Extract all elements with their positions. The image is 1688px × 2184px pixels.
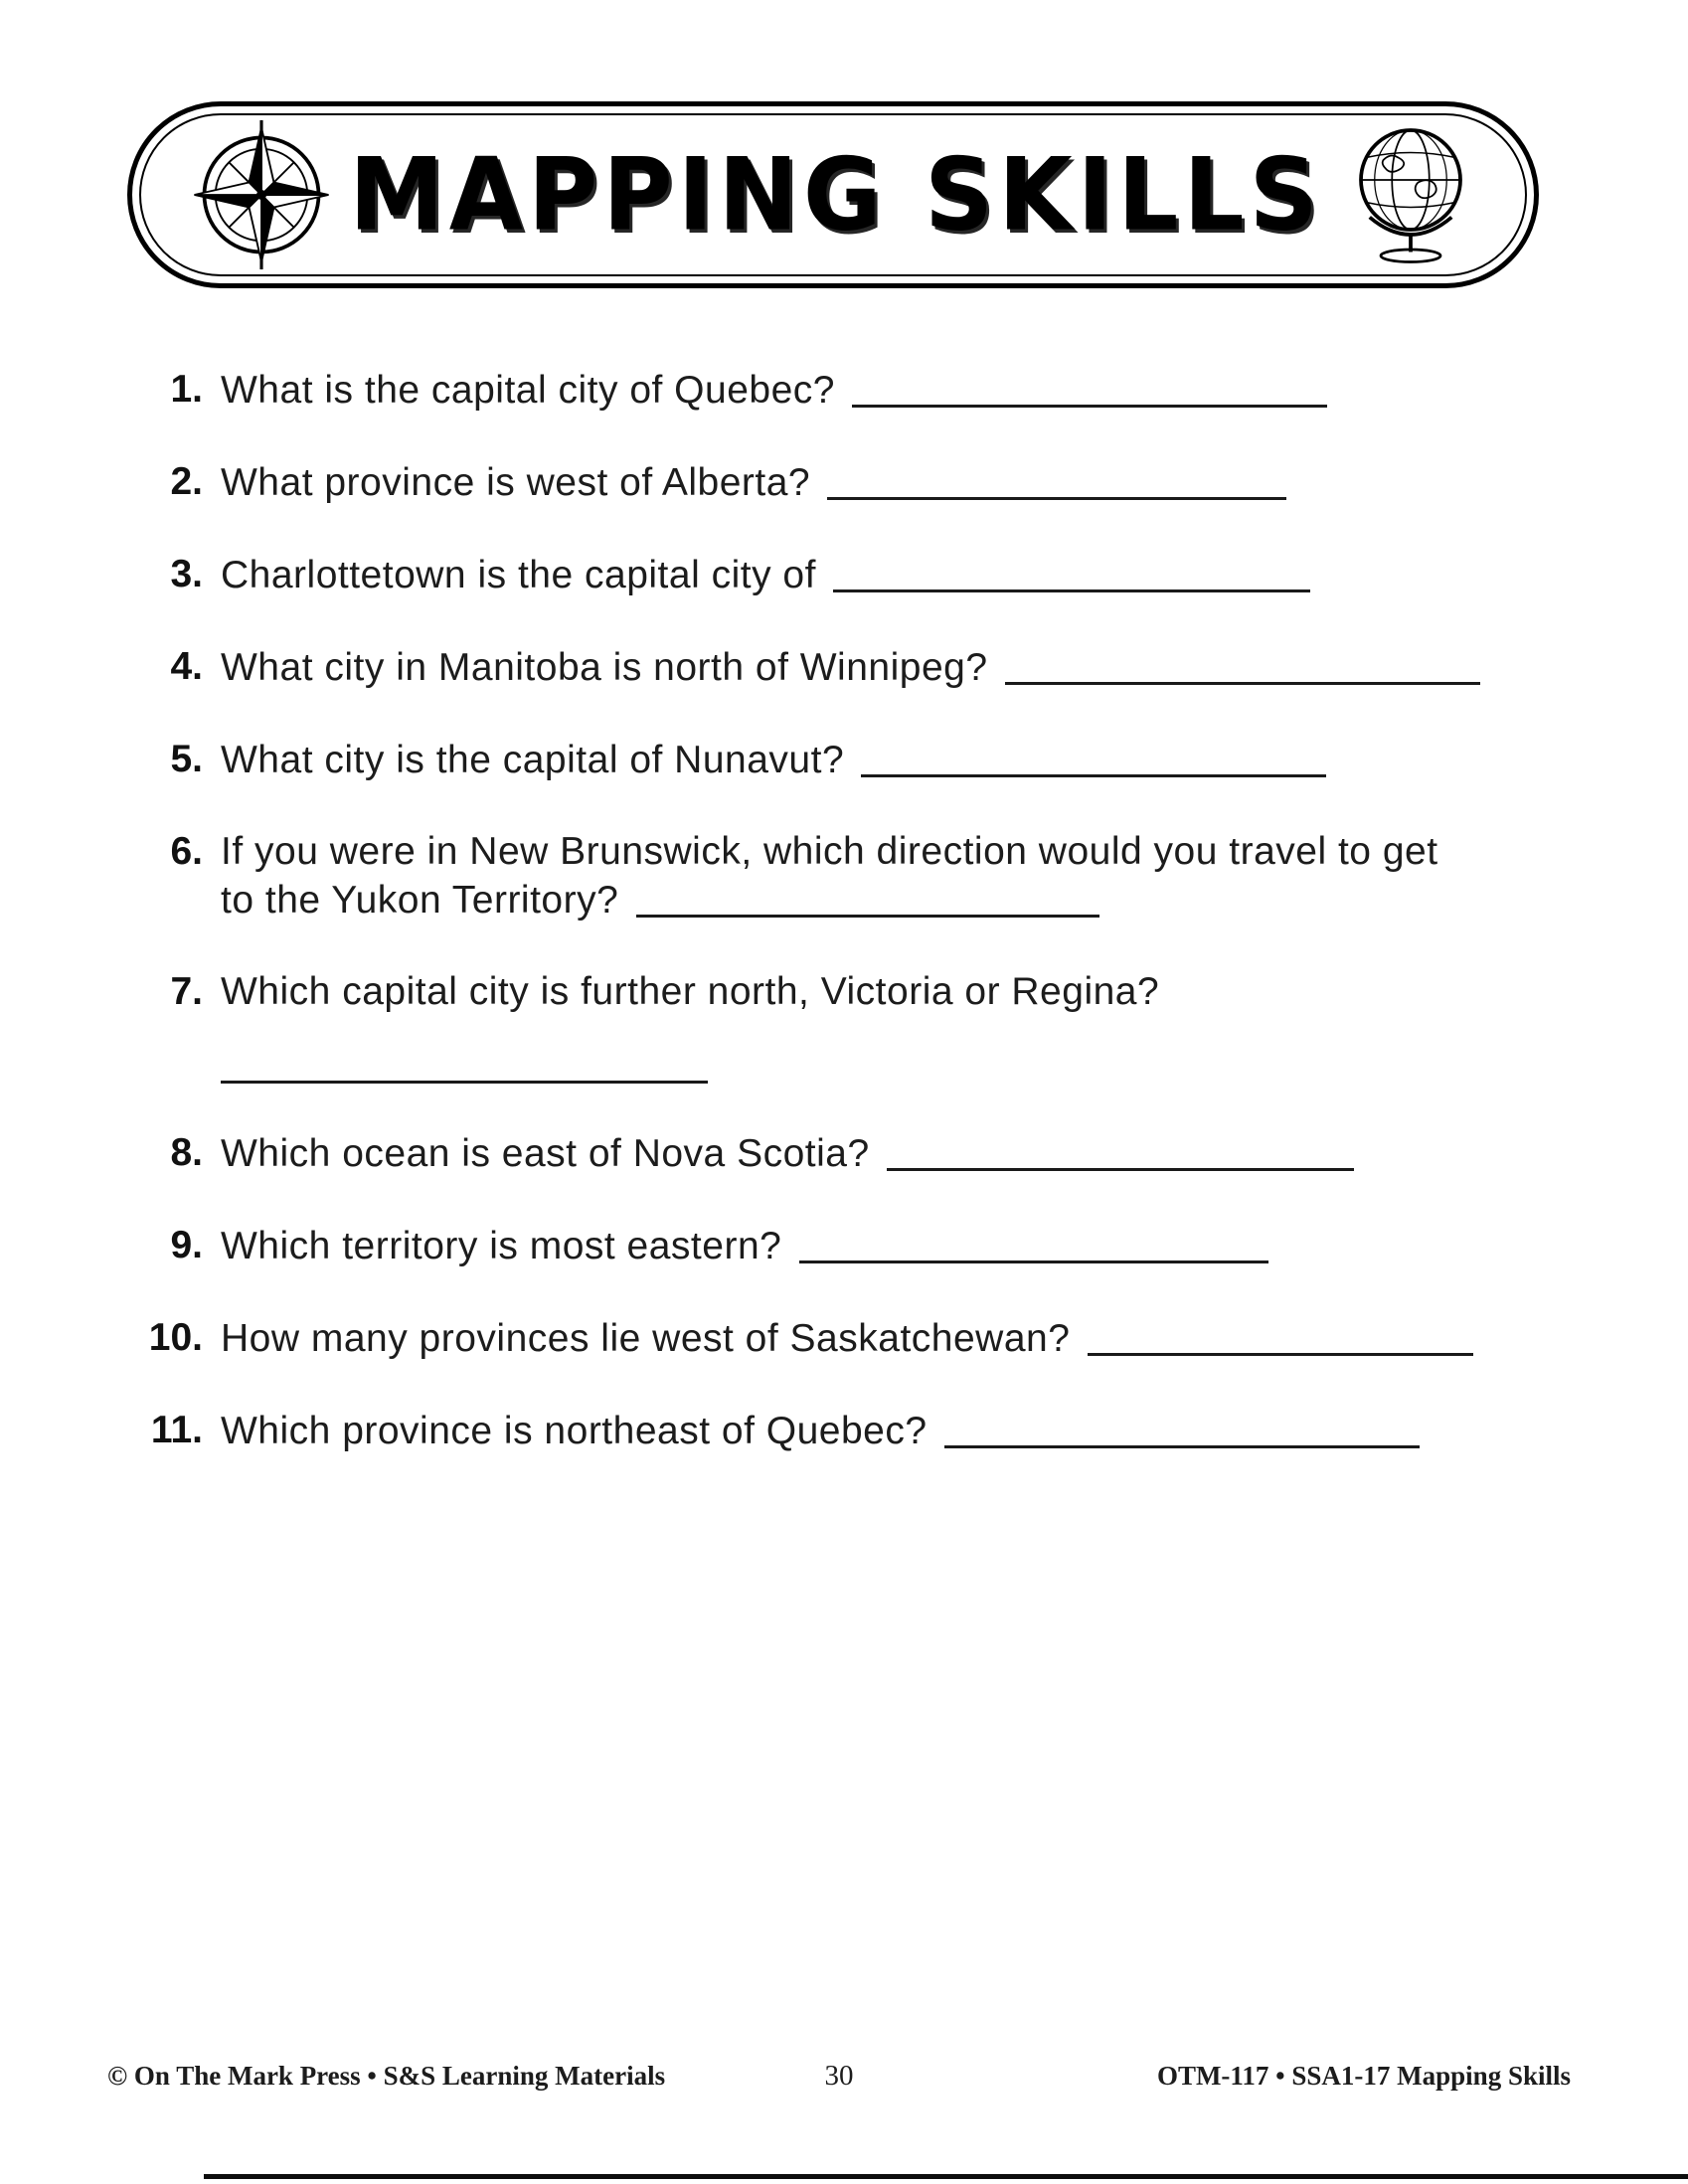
answer-blank xyxy=(1005,648,1480,685)
question-text: What city is the capital of Nunavut? xyxy=(221,739,856,781)
question-text: What province is west of Alberta? xyxy=(221,461,822,504)
question-3 xyxy=(117,551,1594,599)
question-number: 9. xyxy=(170,1224,203,1266)
question-number: 8. xyxy=(170,1131,203,1174)
answer-blank xyxy=(221,1047,708,1084)
question-body xyxy=(221,828,1594,924)
question-number: 10. xyxy=(148,1316,203,1359)
question-number: 2. xyxy=(170,460,203,503)
bottom-edge-rule xyxy=(204,2174,1688,2179)
question-text: Charlottetown is the capital city of xyxy=(221,554,828,596)
question-number: 6. xyxy=(170,830,203,873)
question-number: 7. xyxy=(170,970,203,1013)
answer-blank xyxy=(852,371,1327,408)
page-number: 30 xyxy=(824,2060,854,2092)
question-body xyxy=(221,1314,1594,1363)
question-body xyxy=(221,736,1594,784)
question-body xyxy=(221,643,1594,692)
question-number: 1. xyxy=(170,368,203,411)
question-list xyxy=(117,366,1594,1499)
compass-rose-icon xyxy=(187,116,336,273)
question-body xyxy=(221,1407,1594,1455)
question-body xyxy=(221,458,1594,507)
question-11 xyxy=(117,1407,1594,1455)
question-2 xyxy=(117,458,1594,507)
title-banner-inner-border xyxy=(139,113,1527,276)
answer-blank-line xyxy=(221,1042,1594,1086)
question-body xyxy=(221,1222,1594,1270)
page-title: MAPPING SKILLS xyxy=(349,136,1323,253)
answer-blank xyxy=(887,1134,1354,1171)
question-9 xyxy=(117,1222,1594,1270)
footer-product-code: OTM-117 • SSA1-17 Mapping Skills xyxy=(1156,2061,1571,2091)
question-text: Which territory is most eastern? xyxy=(221,1225,793,1267)
answer-blank xyxy=(944,1412,1420,1448)
question-number: 4. xyxy=(170,645,203,688)
question-text: If you were in New Brunswick, which direction would you travel to get xyxy=(221,830,1438,873)
question-8 xyxy=(117,1129,1594,1178)
question-text: What is the capital city of Quebec? xyxy=(221,369,847,412)
question-number: 5. xyxy=(170,738,203,780)
question-body xyxy=(221,968,1594,1086)
question-text-line2: to the Yukon Territory? xyxy=(221,879,630,922)
answer-blank xyxy=(636,881,1099,918)
answer-blank xyxy=(799,1227,1268,1263)
answer-blank xyxy=(827,463,1286,500)
question-text: Which ocean is east of Nova Scotia? xyxy=(221,1132,881,1175)
question-10 xyxy=(117,1314,1594,1363)
question-body xyxy=(221,551,1594,599)
question-4 xyxy=(117,643,1594,692)
answer-blank xyxy=(1088,1319,1473,1356)
question-text: Which province is northeast of Quebec? xyxy=(221,1410,938,1452)
title-banner xyxy=(127,101,1539,288)
question-1 xyxy=(117,366,1594,415)
question-6 xyxy=(117,828,1594,924)
question-number: 11. xyxy=(150,1409,203,1451)
question-body xyxy=(221,366,1594,415)
answer-blank xyxy=(833,556,1310,592)
question-body xyxy=(221,1129,1594,1178)
question-text: Which capital city is further north, Victoria or Regina? xyxy=(221,970,1160,1013)
footer-publisher: © On The Mark Press • S&S Learning Materials xyxy=(107,2061,666,2091)
question-text: How many provinces lie west of Saskatchewan? xyxy=(221,1317,1082,1360)
question-number: 3. xyxy=(170,553,203,595)
answer-blank xyxy=(861,741,1326,777)
question-text: What city in Manitoba is north of Winnipeg? xyxy=(221,646,999,689)
page-footer xyxy=(107,2060,1571,2093)
question-7 xyxy=(117,968,1594,1086)
question-5 xyxy=(117,736,1594,784)
globe-icon xyxy=(1336,116,1485,273)
